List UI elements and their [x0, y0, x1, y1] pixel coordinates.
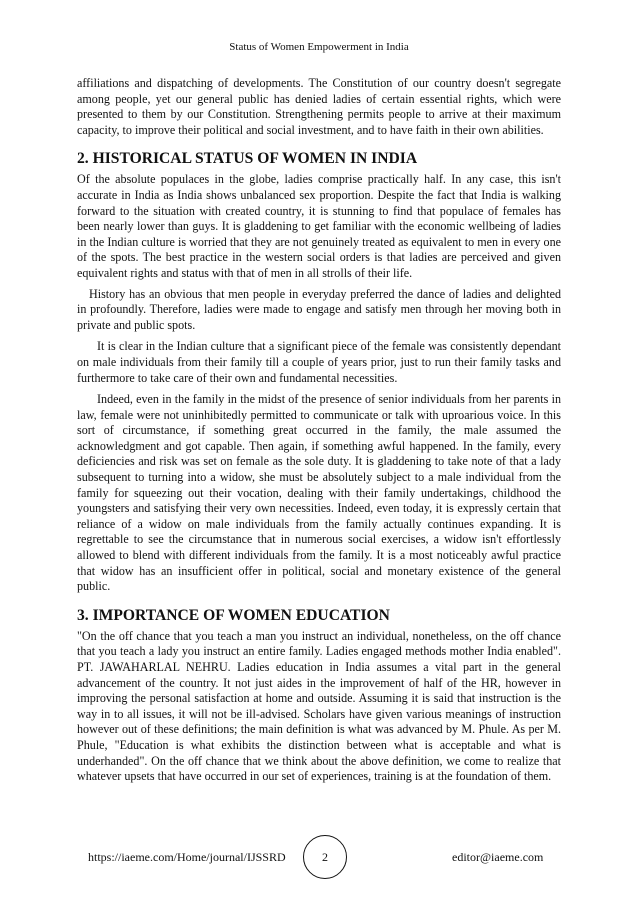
section-2-paragraph-4: Indeed, even in the family in the midst of the presence of senior individuals from her parents in law, female were not uninhibitedly permitted to communicate or talk with uproarious voice. In this sort of circumstance, if something great occurred in the family, the male assumed the acknowledgment and got capable. Then again, if something awful happened. In the family, every deficiencies and risk was set on female as the sole duty. It is gladdening to take note of that a lady subsequent to turning into a widow, she must be absolutely subject to a male individual from the family for squeezing out their vocation, dealing with their family undertakings, childhood the youngsters and satisfying their very own necessities. Indeed, even today, it is expressly certain that reliance of a widow on male individuals from the family actually continues expanding. It is regrettable to see the circumstance that in numerous social exercises, a widow isn't effortlessly allowed to blend with different individuals from the family. It is a most noticeably awful practice that widow has an insufficient offer in political, social and monetary existence of the general public. [77, 392, 561, 594]
section-2-paragraph-1: Of the absolute populaces in the globe, ladies comprise practically half. In any case, this isn't accurate in India as India shows unbalanced sex proportion. Despite the fact that India is walking forward to the situation with created country, it is stunning to find that populace of females has been nearly lower than guys. It is gladdening to get familiar with the economic wellbeing of ladies in the Indian culture is worried that they are not genuinely treated as equivalent to men in every one of the spots. The best practice in the western social orders is that ladies are perceived and given equivalent rights and status with that of men in all strolls of their life. [77, 172, 561, 280]
section-2-paragraph-2: History has an obvious that men people in everyday preferred the dance of ladies and delighted in profoundly. Therefore, ladies were made to engage and satisfy men through her moving both in private and public spots. [77, 286, 561, 332]
footer-journal-url: https://iaeme.com/Home/journal/IJSSRD [88, 850, 286, 864]
section-3-heading: 3. IMPORTANCE OF WOMEN EDUCATION [77, 606, 390, 624]
page-number: 2 [322, 849, 328, 864]
footer-email: editor@iaeme.com [452, 850, 544, 864]
page-number-badge [303, 835, 347, 879]
section-2-heading: 2. HISTORICAL STATUS OF WOMEN IN INDIA [77, 150, 418, 168]
section-3-paragraph: "On the off chance that you teach a man you instruct an individual, nonetheless, on the off chance that you teach a lady you instruct an entire family. Ladies engaged methods mother India enabled". PT. JAWAHARLAL NEHRU. Ladies education in India assumes a vital part in the general advancement of the country. It not just aides in the improvement of half of the HR, however in improving the personal satisfaction at home and outside. Assuming it is said that instruction is the way in to all issues, it will not be ill-advised. Scholars have given various meanings of instruction however out of these definitions; the main definition is what was advanced by M. Phule. As per M. Phule, "Education is what exhibits the distinction between what is acceptable and what is underhanded". On the off chance that we think about the above definition, we come to realize that whatever upsets that have occurred in our set of experiences, training is at the foundation of them. [77, 628, 561, 784]
running-header: Status of Women Empowerment in India [229, 41, 409, 53]
page-content [77, 76, 561, 785]
section-2-paragraph-3: It is clear in the Indian culture that a significant piece of the female was consistently dependant on male individuals from their family till a couple of years prior, just to run their family tasks and furthermore to take care of their own and fundamental necessities. [77, 339, 561, 385]
intro-paragraph: affiliations and dispatching of developments. The Constitution of our country doesn't segregate among people, yet our general public has denied ladies of certain essential rights, which were presented to them by our Constitution. Strengthening permits people to arrive at their maximum capacity, to improve their political and social investment, and to have faith in their own abilities. [77, 76, 561, 137]
page-footer [0, 835, 638, 881]
